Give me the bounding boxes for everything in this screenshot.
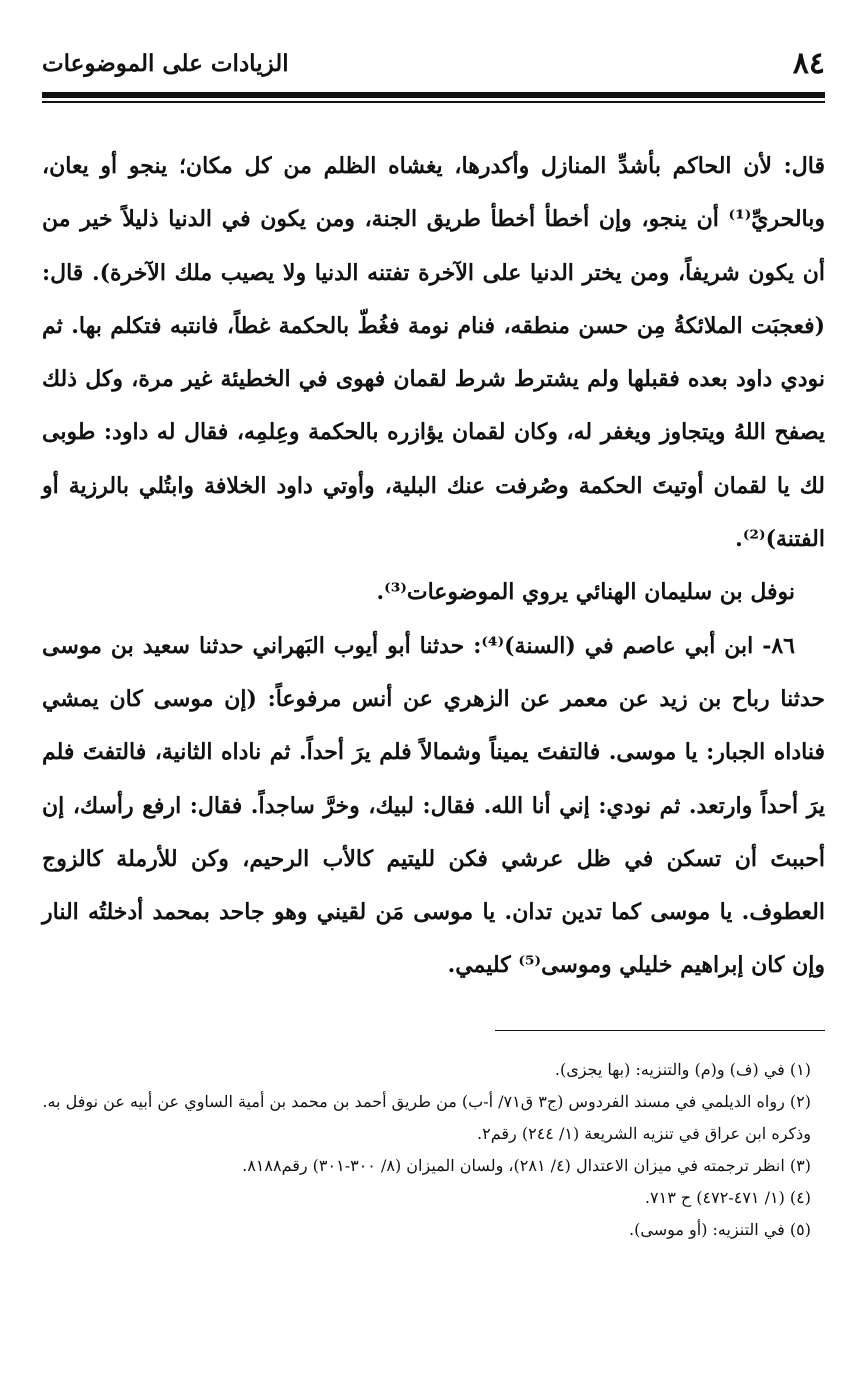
- main-text: [42, 140, 825, 993]
- page-number: ٨٤: [792, 46, 825, 81]
- footnote-2: (٢) رواه الديلمي في مسند الفردوس (ج٣ ق٧١/ أ-ب) من طريق أحمد بن محمد بن أمية الساوي عن أبيه عن نوفل به.: [42, 1092, 811, 1111]
- body-paragraph-2: نوفل بن سليمان الهنائي يروي الموضوعات⁽³⁾.: [376, 579, 795, 606]
- footnotes: [42, 1054, 825, 1246]
- footnote-4: (٤) (١/ ٤٧١-٤٧٢) ح ٧١٣.: [644, 1188, 811, 1207]
- footnote-2-continuation: وذكره ابن عراق في تنزيه الشريعة (١/ ٢٤٤) رقم٢.: [477, 1124, 811, 1143]
- body-paragraph-1: قال: لأن الحاكم بأشدِّ المنازل وأكدرها، يغشاه الظلم من كل مكان؛ ينجو أو يعان، وبالحريِّ⁽¹⁾ أن ينجو، وإن أخطأ أخطأ طريق الجنة، ومن يكون في الدنيا ذليلاً خير من أن يكون شريفاً، ومن يختر الدنيا على الآخرة تفتنه الدنيا ولا يصيب ملك الآخرة). قال: (فعجبَت الملائكةُ مِن حسن منطقه، فنام نومة فغُطّ بالحكمة غطاً، فانتبه فتكلم بها. ثم نودي داود بعده فقبلها ولم يشترط شرط لقمان فهوى في الخطيئة غير مرة، وكل ذلك يصفح اللهُ ويتجاوز ويغفر له، وكان لقمان يؤازره بالحكمة وعِلمِه، فقال له داود: طوبى لك يا لقمان أوتيتَ الحكمة وصُرفت عنك البلية، وأوتي داود الخلافة وابتُلي بالرزية أو الفتنة)⁽²⁾.: [42, 153, 825, 553]
- footnote-separator: [495, 1030, 825, 1031]
- page-header: [42, 44, 825, 96]
- footnote-1: (١) في (ف) و(م) والتنزيه: (بها يجزى).: [554, 1060, 811, 1079]
- running-title: الزيادات على الموضوعات: [42, 50, 289, 77]
- footnote-5: (٥) في التنزيه: (أو موسى).: [629, 1220, 811, 1239]
- footnote-3: (٣) انظر ترجمته في ميزان الاعتدال (٤/ ٢٨١)، ولسان الميزان (٨/ ٣٠٠-٣٠١) رقم٨١٨٨.: [242, 1156, 811, 1175]
- body-paragraph-3: ٨٦- ابن أبي عاصم في (السنة)⁽⁴⁾: حدثنا أبو أيوب البَهراني حدثنا سعيد بن موسى حدثنا رباح بن زيد عن معمر عن الزهري عن أنس مرفوعاً: (إن موسى كان يمشي فناداه الجبار: يا موسى. فالتفتَ يميناً وشمالاً فلم يرَ أحداً. ثم ناداه الثانية، فالتفتَ فلم يرَ أحداً وارتعد. ثم نودي: إني أنا الله. فقال: لبيك، وخرَّ ساجداً. فقال: ارفع رأسك، إن أحببتَ أن تسكن في ظل عرشي فكن لليتيم كالأب الرحيم، وكن للأرملة كالزوج العطوف. يا موسى كما تدين تدان. يا موسى مَن لقيني وهو جاحد بمحمد أدخلتُه النار وإن كان إبراهيم خليلي وموسى⁽⁵⁾ كليمي.: [42, 632, 825, 979]
- header-rule-thin: [42, 101, 825, 103]
- header-rule-thick: [42, 92, 825, 98]
